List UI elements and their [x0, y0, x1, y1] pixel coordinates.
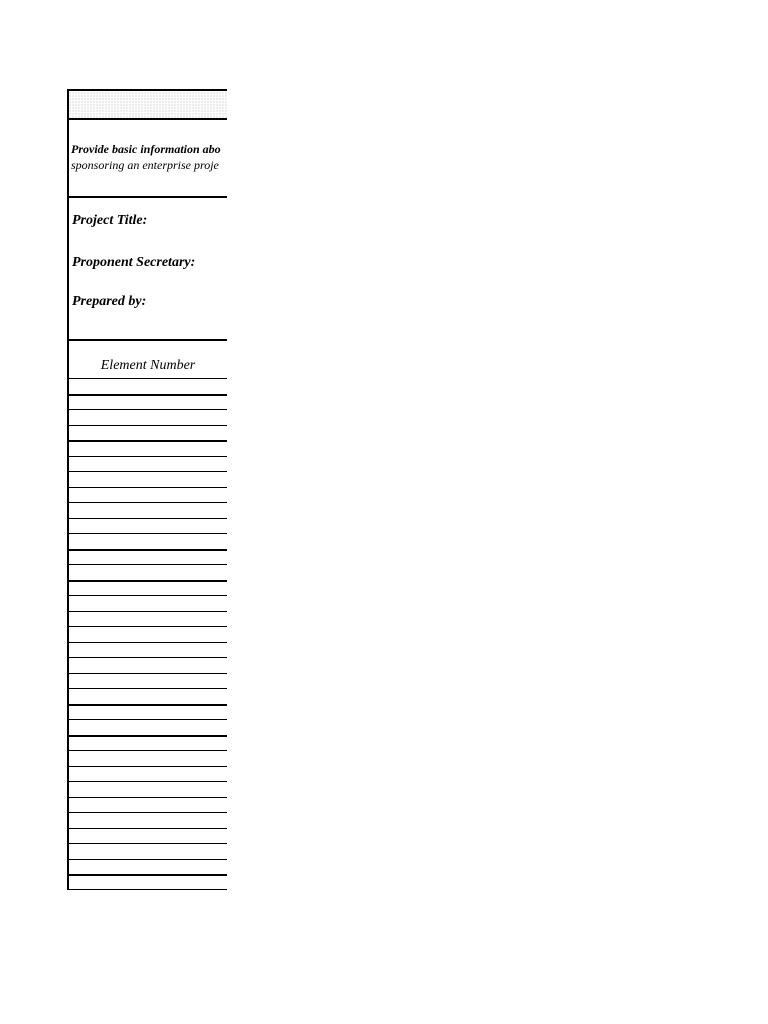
table-row[interactable]	[69, 471, 227, 487]
table-row[interactable]	[69, 502, 227, 518]
table-row[interactable]	[69, 394, 227, 410]
element-number-rows	[69, 378, 227, 890]
table-row[interactable]	[69, 657, 227, 673]
table-row[interactable]	[69, 735, 227, 751]
table-row[interactable]	[69, 642, 227, 658]
table-row[interactable]	[69, 409, 227, 425]
table-row[interactable]	[69, 797, 227, 813]
table-row[interactable]	[69, 843, 227, 859]
table-row[interactable]	[69, 549, 227, 565]
table-row[interactable]	[69, 750, 227, 766]
instructions-line-2: sponsoring an enterprise proje	[71, 158, 219, 172]
table-row[interactable]	[69, 688, 227, 704]
table-row[interactable]	[69, 859, 227, 875]
table-row[interactable]	[69, 456, 227, 472]
table-row[interactable]	[69, 673, 227, 689]
table-row[interactable]	[69, 518, 227, 534]
table-row[interactable]	[69, 719, 227, 735]
table-row[interactable]	[69, 533, 227, 549]
table-row[interactable]	[69, 611, 227, 627]
prepared-by-label: Prepared by:	[72, 294, 147, 309]
table-row[interactable]	[69, 626, 227, 642]
table-row[interactable]	[69, 874, 227, 890]
table-row[interactable]	[69, 781, 227, 797]
table-row[interactable]	[69, 766, 227, 782]
form-sheet	[67, 89, 227, 890]
table-row[interactable]	[69, 580, 227, 596]
table-row[interactable]	[69, 564, 227, 580]
table-row[interactable]	[69, 440, 227, 456]
section-divider	[69, 196, 227, 198]
instructions-text	[71, 141, 227, 173]
table-row[interactable]	[69, 425, 227, 441]
header-band	[69, 89, 227, 120]
instructions-line-1: Provide basic information abo	[71, 142, 221, 156]
table-row[interactable]	[69, 595, 227, 611]
table-row[interactable]	[69, 704, 227, 720]
table-row[interactable]	[69, 828, 227, 844]
table-row[interactable]	[69, 487, 227, 503]
project-title-label: Project Title:	[72, 213, 148, 228]
table-row[interactable]	[69, 378, 227, 394]
element-number-column-header	[69, 339, 227, 378]
proponent-secretary-label: Proponent Secretary:	[72, 255, 196, 270]
element-number-header-label: Element Number	[100, 358, 196, 373]
table-row[interactable]	[69, 812, 227, 828]
